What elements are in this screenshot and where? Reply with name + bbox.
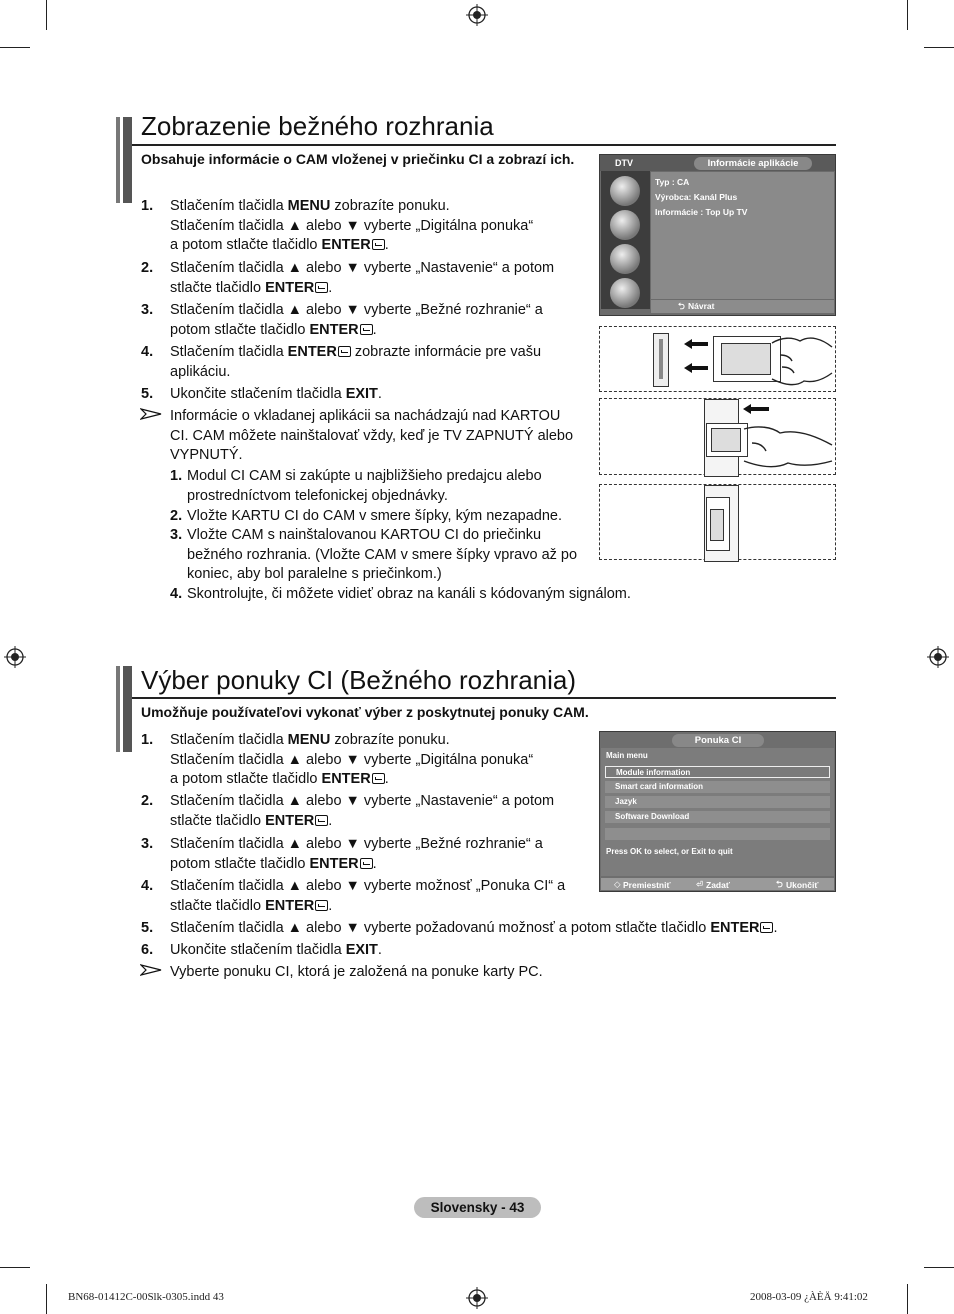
osd-title: Ponuka CI (672, 734, 764, 747)
sound-icon (610, 210, 640, 240)
enter-icon (360, 324, 373, 335)
crop-mark (0, 1267, 30, 1268)
hand-icon (770, 333, 834, 391)
osd-info-line: Informácie : Top Up TV (655, 207, 748, 217)
enter-icon (315, 815, 328, 826)
substep-number: 2. (170, 508, 183, 524)
section-title: Zobrazenie bežného rozhrania (141, 111, 494, 141)
note-text: Informácie o vkladanej aplikácii sa nachádzajú nad KARTOU CI. CAM môžete nainštalovať vždy, keď je TV ZAPNUTÝ alebo VYPNUTÝ. (170, 408, 574, 464)
note-arrow-icon (140, 964, 162, 976)
section-bar (123, 666, 132, 752)
enter-icon (760, 922, 773, 933)
ci-card (721, 343, 771, 375)
exit-label: Ukončiť (786, 880, 819, 890)
ci-card (710, 509, 724, 541)
back-label: Návrat (688, 301, 715, 311)
step-text: Ukončite stlačením tlačidla EXIT. (170, 386, 382, 402)
step-number: 6. (141, 942, 154, 958)
step-text: Stlačením tlačidla ▲ alebo ▼ vyberte požadovanú možnosť a potom stlačte tlačidlo ENTER . (170, 920, 778, 936)
enter-label: Zadať (706, 880, 730, 890)
step-number: 5. (141, 386, 154, 402)
substep-number: 1. (170, 468, 183, 484)
step-number: 4. (141, 344, 154, 360)
step-text: Stlačením tlačidla MENU zobrazíte ponuku. Stlačením tlačidla ▲ alebo ▼ vyberte „Digitálna ponuka“ a potom stlačte tlačidlo ENTER . (170, 732, 534, 788)
substep-text: Vložte KARTU CI do CAM v smere šípky, kým nezapadne. (187, 508, 562, 524)
date-slug: 2008-03-09 ¿ÀÈÄ 9:41:02 (750, 1291, 868, 1303)
step-number: 5. (141, 920, 154, 936)
step-number: 2. (141, 793, 154, 809)
registration-mark-icon (466, 4, 488, 26)
substep-number: 4. (170, 586, 183, 602)
enter-icon: ⏎ (696, 879, 704, 889)
move-icon: ◇ (614, 879, 621, 889)
osd-sidebar (601, 171, 650, 309)
crop-mark (907, 1284, 908, 1314)
return-icon: ⮌ (678, 301, 685, 311)
menu-item-empty (605, 828, 830, 840)
section-bar (116, 117, 120, 203)
menu-item[interactable]: Jazyk (605, 796, 830, 808)
note-text: Vyberte ponuku CI, ktorá je založená na ponuke karty PC. (170, 964, 543, 980)
enter-icon (360, 858, 373, 869)
arrow-left-icon (684, 339, 708, 349)
enter-icon (315, 900, 328, 911)
osd-title: Informácie aplikácie (694, 157, 812, 170)
step-text: Stlačením tlačidla ENTER zobrazte informácie pre vašu aplikáciu. (170, 344, 542, 380)
input-icon (610, 278, 640, 308)
page-number: Slovensky - 43 (414, 1197, 541, 1218)
osd-ci-menu (599, 731, 836, 892)
substep-text: Modul CI CAM si zakúpte u najbližšieho predajcu alebo prostredníctvom telefonickej objednávky. (187, 468, 542, 504)
note-arrow-icon (140, 408, 162, 420)
dtv-label: DTV (615, 158, 633, 168)
step-text: Stlačením tlačidla ▲ alebo ▼ vyberte „Nastavenie“ a potom stlačte tlačidlo ENTER . (170, 260, 555, 296)
step-number: 1. (141, 198, 154, 214)
hand-icon (740, 415, 834, 475)
crop-mark (46, 0, 47, 30)
enter-icon (372, 773, 385, 784)
title-rule (132, 697, 836, 699)
setup-icon (610, 244, 640, 274)
arrow-left-icon (684, 363, 708, 373)
enter-icon (338, 346, 351, 357)
step-number: 2. (141, 260, 154, 276)
exit-icon: ⮌ (776, 879, 783, 889)
step-text: Stlačením tlačidla ▲ alebo ▼ vyberte možnosť „Ponuka CI“ a stlačte tlačidlo ENTER . (170, 878, 566, 914)
substep-text: Vložte CAM s nainštalovanou KARTOU CI do priečinku bežného rozhrania. (Vložte CAM v smere šípky vpravo až po koniec, aby bol paralelne s priečinkom.) (187, 527, 578, 583)
osd-application-info (599, 154, 836, 316)
move-label: Premiestniť (623, 880, 671, 890)
menu-hint: Press OK to select, or Exit to quit (606, 847, 733, 856)
registration-mark-icon (466, 1287, 488, 1309)
osd-content (651, 172, 834, 299)
osd-info-line: Typ : CA (655, 177, 690, 187)
osd-footer (651, 300, 834, 313)
picture-icon (610, 176, 640, 206)
step-text: Stlačením tlačidla ▲ alebo ▼ vyberte „Bežné rozhranie“ a potom stlačte tlačidlo ENTER . (170, 302, 543, 338)
crop-mark (46, 1284, 47, 1314)
substep-number: 3. (170, 527, 183, 543)
title-rule (132, 144, 836, 146)
registration-mark-icon (4, 646, 26, 668)
crop-mark (0, 47, 30, 48)
crop-mark (907, 0, 908, 30)
step-number: 3. (141, 836, 154, 852)
substep-text: Skontrolujte, či môžete vidieť obraz na kanáli s kódovaným signálom. (187, 586, 631, 602)
step-text: Ukončite stlačením tlačidla EXIT. (170, 942, 382, 958)
section-intro: Obsahuje informácie o CAM vloženej v priečinku CI a zobrazí ich. (141, 151, 575, 167)
illustration-cam-installed (599, 484, 836, 560)
step-text: Stlačením tlačidla ▲ alebo ▼ vyberte „Nastavenie“ a potom stlačte tlačidlo ENTER . (170, 793, 555, 829)
menu-item[interactable]: Software Download (605, 811, 830, 823)
file-slug: BN68-01412C-00Slk-0305.indd 43 (68, 1291, 224, 1303)
registration-mark-icon (927, 646, 949, 668)
section-intro: Umožňuje používateľovi vykonať výber z poskytnutej ponuky CAM. (141, 704, 589, 720)
osd-info-line: Výrobca: Kanál Plus (655, 192, 738, 202)
slot-edge (659, 339, 663, 379)
crop-mark (924, 1267, 954, 1268)
section-bar (116, 666, 120, 752)
section-title: Výber ponuky CI (Bežného rozhrania) (141, 665, 577, 695)
arrow-left-icon (743, 404, 769, 414)
illustration-cam-insert (599, 398, 836, 475)
enter-icon (372, 239, 385, 250)
step-number: 4. (141, 878, 154, 894)
menu-item[interactable]: Module information (605, 766, 830, 778)
step-text: Stlačením tlačidla MENU zobrazíte ponuku. Stlačením tlačidla ▲ alebo ▼ vyberte „Digitálna ponuka“ a potom stlačte tlačidlo ENTER . (170, 198, 534, 254)
section-bar (123, 117, 132, 203)
ci-card (711, 428, 741, 452)
menu-item[interactable]: Smart card information (605, 781, 830, 793)
enter-icon (315, 282, 328, 293)
step-number: 3. (141, 302, 154, 318)
crop-mark (924, 47, 954, 48)
step-text: Stlačením tlačidla ▲ alebo ▼ vyberte „Bežné rozhranie“ a potom stlačte tlačidlo ENTER . (170, 836, 543, 872)
illustration-card-insert (599, 326, 836, 392)
menu-header: Main menu (606, 751, 648, 760)
step-number: 1. (141, 732, 154, 748)
